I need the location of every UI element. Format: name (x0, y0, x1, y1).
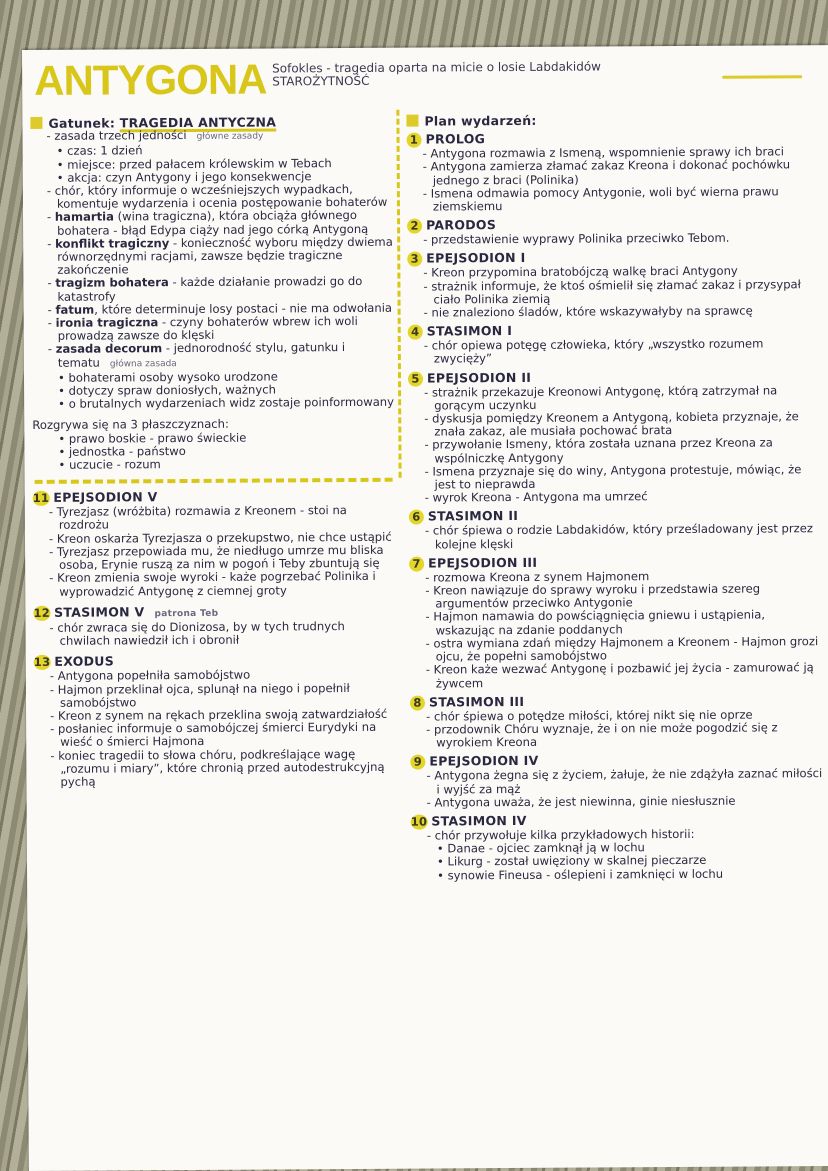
page-title: ANTYGONA (34, 55, 267, 104)
genre-item-text: , które determinuje losy postaci - nie ma odwołania (94, 300, 393, 317)
section-item: - chór śpiewa o potędze miłości, której nikt się nie oprze (426, 707, 753, 724)
genre-value: TRAGEDIA ANTYCZNA (119, 114, 277, 131)
section-title: EPEJSODION IV (429, 753, 539, 769)
genre-subitem: • akcja: czyn Antygony i jego konsekwencje (56, 169, 312, 185)
section-number: 10 (410, 814, 428, 829)
genre-subitem: • dotyczy spraw doniosłych, ważnych (58, 382, 276, 398)
section-title: STASIMON I (426, 323, 513, 339)
section-item: - wyrok Kreona - Antygona ma umrzeć (424, 489, 648, 505)
square-bullet-icon (30, 117, 42, 129)
section-number: 8 (410, 695, 425, 710)
section-item: - Kreon przypomina bratobójczą walkę braci Antygony (423, 264, 738, 280)
section-number: 7 (409, 556, 424, 571)
genre-term: fatum (55, 302, 95, 317)
section-title: EPEJSODION II (426, 369, 532, 386)
genre-subitem: • o brutalnych wydarzeniach widz zostaje poinformowany (58, 395, 395, 412)
subtitle-era: STAROŻYTNOŚĆ (272, 73, 370, 89)
genre-item-text: - czyny bohaterów wbrew ich woli prowadzą zawsze do klęski (57, 314, 358, 344)
genre-subitem: • bohaterami osoby wysoko urodzone (57, 369, 278, 385)
section-title: EPEJSODION III (428, 554, 538, 571)
section-item: - koniec tragedii to słowa chóru, podkreślające wagę „rozumu i miary”, które chronią przed autodestrukcyjną pychą (50, 746, 385, 789)
genre-label: Gatunek: (48, 115, 116, 131)
section-number: 1 (407, 133, 422, 148)
section-number: 13 (33, 655, 51, 670)
notebook-page (22, 45, 828, 1171)
section-item: - Hajmon przeklinał ojca, splunął na niego i popełnił samobójstwo (49, 680, 350, 710)
section-item: - chór zwraca się do Dionizosa, by w tych trudnych chwilach nawiedził ich i obronił (49, 618, 345, 648)
plane-item: • prawo boskie - prawo świeckie (58, 430, 247, 446)
section-title: EPEJSODION I (426, 250, 526, 266)
section-item: - chór opiewa potęgę człowieka, który „wszystko rozumem zwycięży” (423, 336, 764, 366)
section-title: EPEJSODION V (53, 489, 158, 506)
section-item: - Antygona żegna się z życiem, żałuje, że nie zdążyła zaznać miłości i wyjść za mąż (426, 766, 823, 796)
section-number: 4 (408, 325, 423, 340)
subtitle-line: Sofokles - tragedia oparta na micie o losie Labdakidów (272, 59, 602, 76)
genre-subitem: • miejsce: przed pałacem królewskim w Tebach (56, 155, 332, 172)
square-bullet-icon (406, 115, 418, 127)
genre-subitem: • czas: 1 dzień (56, 143, 143, 159)
section-number: 3 (407, 252, 422, 267)
section-number: 6 (409, 510, 424, 525)
section-title: EXODUS (54, 653, 115, 670)
section-item: - przywołanie Ismeny, która została uznana przez Kreona za wspólniczkę Antygony (424, 435, 773, 466)
section-title: STASIMON III (428, 693, 525, 710)
genre-item-text: - jednorodność stylu, gatunku i tematu (57, 340, 346, 370)
section-item: - nie znaleziono śladów, które wskazywałyby na sprawcę (423, 303, 753, 320)
section-number: 12 (33, 605, 51, 620)
genre-item-text: - każde działanie prowadzi go do katastrofy (57, 274, 363, 304)
genre-term: ironia tragiczna (55, 315, 159, 330)
section-item: - Antygona uważa, że jest niewinna, ginie niesłusznie (426, 793, 736, 810)
plane-item: • uczucie - rozum (58, 457, 161, 472)
section-item: - Kreon nawiązuje do sprawy wyroku i przedstawia szereg argumentów przeciwko Antygonie (425, 581, 761, 611)
plan-label: Plan wydarzeń: (424, 112, 537, 129)
section-divider (35, 478, 393, 484)
margin-note: patrona Teb (154, 608, 219, 619)
section-item: - przedstawienie wyprawy Polinika przeciwko Tebom. (423, 230, 730, 247)
section-subitem: • Likurg - został uwięziony w skalnej pieczarze (436, 853, 707, 869)
section-item: - Tyrezjasz przepowiada mu, że niedługo umrze mu bliska osoba, Erynie ruszą za nim w pogoń i Teby zbuntują się (49, 542, 384, 572)
section-title: STASIMON V (53, 603, 145, 620)
genre-item: - ironia tragiczna - czyny bohaterów wbrew ich woli prowadzą zawsze do klęski (47, 314, 358, 344)
genre-item: - hamartia (wina tragiczna), która obciąża głównego bohatera - błąd Edypa ciąży nad jego córką Antygoną (46, 208, 369, 238)
genre-term: zasada decorum (55, 341, 163, 357)
section-item: - Hajmon namawia do powściągnięcia gniewu i ustąpienia, wskazując na zdanie poddanych (425, 607, 766, 638)
genre-column (30, 110, 396, 789)
section-item: - Kreon zmienia swoje wyroki - każe pogrzebać Polinika i wyprowadzić Antygonę z ciemnej groty (49, 569, 376, 599)
section-number: 5 (408, 371, 423, 386)
section-item: - chór śpiewa o rodzie Labdakidów, który prześladowany jest przez kolejne klęski (424, 521, 814, 552)
section-item: - dyskusja pomiędzy Kreonem a Antygoną, kobieta przyznaje, że znała zakaz, ale musiała pochować brata (424, 409, 799, 439)
section-subitem: • Danae - ojciec zamknął ją w lochu (436, 840, 645, 856)
genre-item: - fatum, które determinuje losy postaci - nie ma odwołania (47, 300, 393, 317)
section-item: - Antygona rozmawia z Ismeną, wspomnienie sprawy ich braci (422, 144, 785, 161)
genre-item: - tragizm bohatera - każde działanie prowadzi go do katastrofy (47, 274, 363, 304)
section-number: 9 (410, 755, 425, 770)
section-item: - przodownik Chóru wyznaje, że i on nie może pogodzić się z wyrokiem Kreona (426, 720, 778, 750)
plan-continued-column (33, 489, 397, 789)
genre-item: - zasada decorum - jednorodność stylu, gatunku i tematu główna zasada (47, 340, 346, 370)
section-item: - posłaniec informuje o samobójczej śmierci Eurydyki na wieść o śmierci Hajmona (50, 719, 377, 750)
section-number: 2 (407, 219, 422, 234)
section-item: - Ismena przyznaje się do winy, Antygona protestuje, mówiąc, że jest to nieprawda (424, 462, 802, 492)
section-number: 11 (32, 491, 50, 506)
section-title: PARODOS (426, 217, 497, 233)
planes-title: Rozgrywa się na 3 płaszczyznach: (32, 417, 229, 433)
plan-column (406, 107, 823, 882)
section-item: - Kreon z synem na rękach przeklina swoją zatwardziałość (50, 706, 388, 723)
section-item: - Antygona popełniła samobójstwo (49, 667, 251, 684)
genre-item (31, 183, 393, 212)
section-title: PROLOG (425, 131, 486, 147)
genre-term: hamartia (54, 209, 114, 225)
plan-heading (406, 112, 818, 128)
genre-item-text: - chór, który informuje o wcześniejszych wypadkach, komentuje wydarzenia i ocenia postępowanie bohaterów (46, 181, 388, 212)
genre-term: tragizm bohatera (55, 275, 169, 291)
section-title: STASIMON II (427, 508, 519, 524)
genre-item-text: (wina tragiczna), która obciąża głównego bohatera - błąd Edypa ciąży nad jego córką Antygoną (57, 208, 369, 238)
section-item: - rozmowa Kreona z synem Hajmonem (425, 569, 650, 585)
section-item: - Kreon oskarża Tyrezjasza o przekupstwo, nie chce ustąpić (48, 529, 392, 546)
column-divider (396, 110, 401, 478)
section-item: - strażnik informuje, że ktoś ośmielił się złamać zakaz i przysypał ciało Polinika ziemią (423, 276, 801, 307)
genre-term: konflikt tragiczny (55, 235, 170, 251)
section-item: - Antygona zamierza złamać zakaz Kreona i dokonać pochówku jednego z braci (Polinika) (422, 157, 791, 188)
section-item: - ostra wymiana zdań między Hajmonem a Kreonem - Hajmon grozi ojcu, że popełni samobójstwo (425, 634, 819, 664)
section-item: - strażnik przekazuje Kreonowi Antygonę, którą zatrzymał na gorącym uczynku (424, 383, 778, 413)
section-item: - Kreon każe wezwać Antygonę i pozbawić jej życia - zamurować ją żywcem (425, 660, 814, 690)
margin-note: główna zasada (109, 358, 177, 370)
genre-item-text: - konieczność wyboru między dwiema równorzędnymi racjami, zawsze będzie tragiczne zakończenie (57, 234, 393, 278)
plane-item: • jednostka - państwo (58, 443, 186, 459)
section-item: - Ismena odmawia pomocy Antygonie, woli być wierna prawu ziemskiemu (422, 184, 779, 214)
margin-note: główne zasady (196, 131, 264, 143)
section-item: - Tyrezjasz (wróżbita) rozmawia z Kreonem - stoi na rozdrożu (48, 503, 347, 533)
genre-item: - konflikt tragiczny - konieczność wyboru między dwiema równorzędnymi racjami, zawsze będzie tragiczne zakończenie (47, 234, 393, 278)
section-subitem: • synowie Fineusa - oślepieni i zamknięci w lochu (437, 866, 724, 883)
section-item: - chór przywołuje kilka przykładowych historii: (426, 826, 695, 843)
highlighter-stroke (722, 75, 802, 78)
page-subtitle (272, 60, 601, 88)
section-title: STASIMON IV (431, 812, 527, 829)
genre-item-text: - zasada trzech jedności (46, 128, 187, 144)
